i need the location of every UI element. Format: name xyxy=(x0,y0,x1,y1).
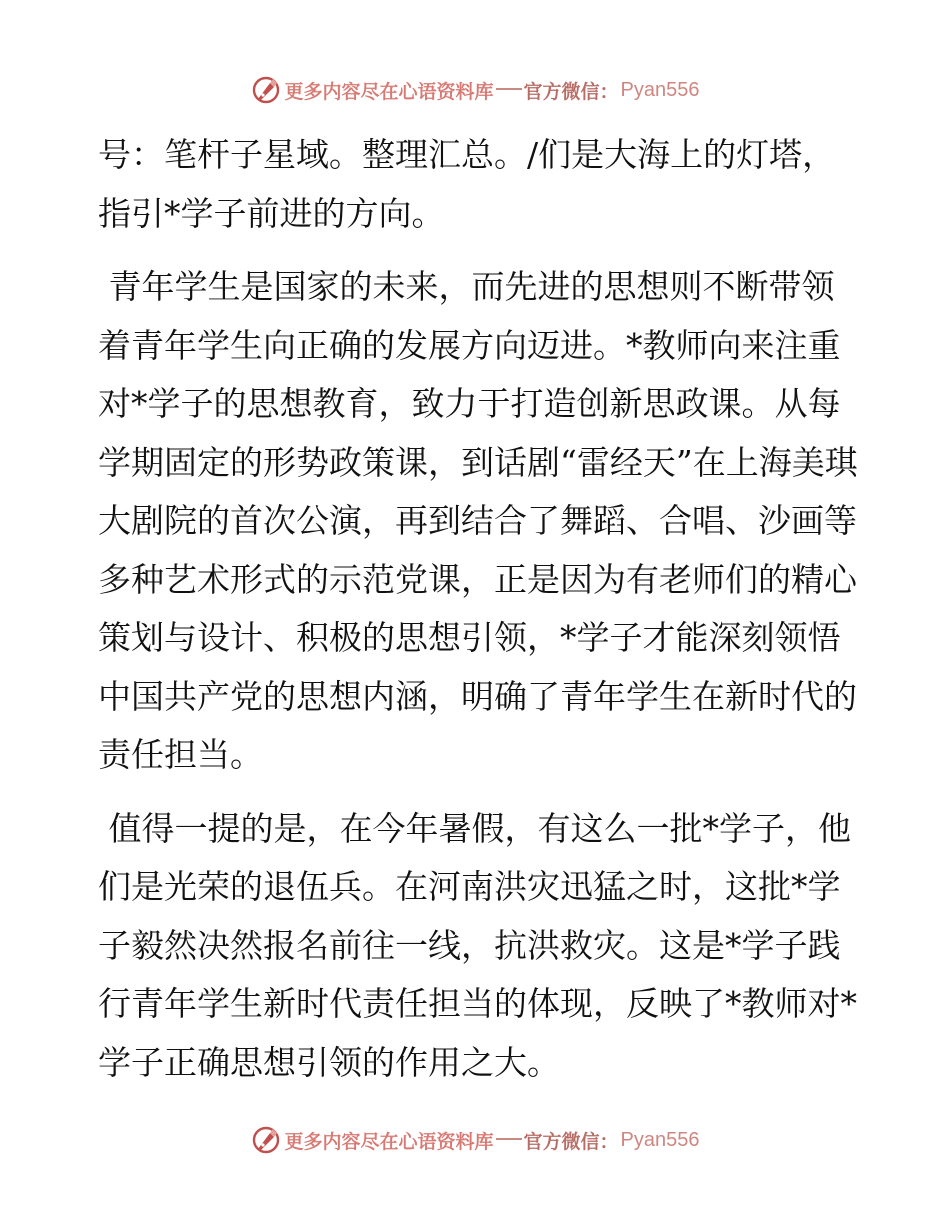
pen-nib-logo-icon xyxy=(251,75,281,105)
paragraph: 号：笔杆子星域。整理汇总。/们是大海上的灯塔，指引*学子前进的方向。 xyxy=(98,135,836,233)
banner-dash xyxy=(496,1138,522,1140)
banner-text: 更多内容尽在心语资料库 xyxy=(284,80,494,103)
article-body xyxy=(98,126,858,1092)
footer-banner xyxy=(0,1122,950,1158)
banner-wechat-id: Pyan556 xyxy=(620,1128,700,1151)
banner-wechat-id: Pyan556 xyxy=(620,78,700,101)
paragraph: 值得一提的是，在今年暑假，有这么一批*学子，他们是光荣的退伍兵。在河南洪灾迅猛之时，这批*学子毅然决然报名前往一线，抗洪救灾。这是*学子践行青年学生新时代责任担当的体现，反映了*教师对*学子正确思想引领的作用之大。 xyxy=(98,808,857,1082)
banner-wechat-label: 官方微信： xyxy=(523,80,619,103)
banner-dash xyxy=(496,88,522,90)
pen-nib-logo-icon xyxy=(251,1125,281,1155)
banner-text: 更多内容尽在心语资料库 xyxy=(284,1130,494,1153)
header-banner xyxy=(0,72,950,108)
paragraph: 青年学生是国家的未来，而先进的思想则不断带领着青年学生向正确的发展方向迈进。*教师向来注重对*学子的思想教育，致力于打造创新思政课。从每学期固定的形势政策课，到话剧“雷经天”在上海美琪大剧院的首次公演，再到结合了舞蹈、合唱、沙画等多种艺术形式的示范党课，正是因为有老师们的精心策划与设计、积极的思想引领，*学子才能深刻领悟中国共产党的思想内涵，明确了青年学生在新时代的责任担当。 xyxy=(98,267,858,774)
banner-wechat-label: 官方微信： xyxy=(523,1130,619,1153)
